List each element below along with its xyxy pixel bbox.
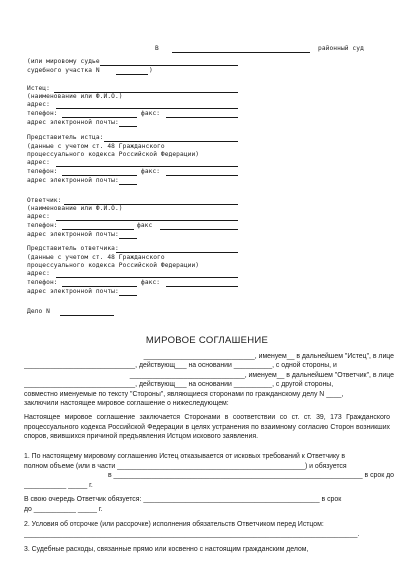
clause-1-line-4: ___________ _____ г. [24, 481, 93, 489]
defendant-rep-note-2: процессуального кодекса Российской Федерации) [27, 262, 200, 269]
clause-2-line-1: 2. Условия об отсрочке (или рассрочке) исполнения обязательств Ответчиком перед Истцом: [24, 521, 324, 528]
defendant-email-field[interactable] [119, 238, 137, 239]
defendant-rep-fax-field[interactable] [166, 286, 238, 287]
plaintiff-rep-fax-field[interactable] [166, 175, 238, 176]
defendant-rep-phone-label: телефон: [27, 279, 58, 286]
district-number-field[interactable] [116, 74, 148, 75]
plaintiff-rep-name-field[interactable] [104, 141, 238, 142]
defendant-phone-label: телефон: [27, 222, 58, 229]
clause-2 [24, 520, 394, 539]
court-suffix: районный суд [318, 45, 364, 52]
parties-line-1: _____________________________, именуем__ в дальнейшем "Истец", в лице [143, 353, 394, 360]
clause-2-line-2: _______________________________________________________________________________________. [24, 530, 360, 538]
defendant-subtitle: (наименование или Ф.И.О.) [27, 205, 123, 212]
magistrate-line-1: (или мировому судье [27, 58, 100, 65]
plaintiff-address-label: адрес: [27, 101, 50, 108]
parties-line-5: совместно именуемые по тексту "Стороны", являющиеся сторонами по гражданскому делу N ____, [24, 390, 344, 398]
plaintiff-rep-title: Представитель истца: [27, 134, 104, 141]
defendant-rep-name-field[interactable] [116, 252, 238, 253]
clause-1-line-1: 1. По настоящему мировому соглашению Истец отказывается от исковых требований к Ответчику в [24, 453, 346, 460]
defendant-fax-field[interactable] [160, 229, 238, 230]
plaintiff-rep-phone-label: телефон: [27, 168, 58, 175]
basis-paragraph: Настоящее мировое соглашение заключается Сторонами в соответствии со ст. ст. 39, 173 Гражданского процессуального кодекса Российской Федерации в целях устранения по взаимному согласию Сторон возникших споров, явившихся причиной предъявления Истцом искового заявления. [24, 414, 390, 441]
defendant-address-label: адрес: [27, 213, 50, 220]
plaintiff-title: Истец: [27, 85, 50, 92]
defendant-rep-fax-label: факс: [141, 279, 161, 286]
court-name-field[interactable] [172, 52, 310, 53]
parties-paragraph [24, 352, 394, 408]
magistrate-close: ) [149, 67, 153, 74]
defendant-rep-title: Представитель ответчика: [27, 245, 119, 252]
defendant-obligation-line-2: до ___________ _____ г. [24, 505, 103, 513]
plaintiff-rep-email-field[interactable] [119, 184, 137, 185]
plaintiff-phone-field[interactable] [62, 117, 137, 118]
clause-1 [24, 452, 394, 490]
clause-3: 3. Судебные расходы, связанные прямо или косвенно с настоящим гражданским делом, [24, 546, 309, 553]
magistrate-field[interactable] [100, 65, 238, 66]
defendant-phone-field[interactable] [62, 229, 134, 230]
clause-1-line-2: полном объеме (или в части _________________________________________________) и обязуется [24, 462, 347, 470]
document-title: МИРОВОЕ СОГЛАШЕНИЕ [145, 335, 269, 346]
plaintiff-email-field[interactable] [119, 126, 137, 127]
plaintiff-rep-address-label: адрес: [27, 159, 50, 166]
defendant-rep-note-1: (данные с учетом ст. 48 Гражданского [27, 254, 165, 261]
defendant-rep-address-label: адрес: [27, 270, 50, 277]
parties-line-2: _____________________________, действующ___ на основании __________, с одной стороны, и [24, 362, 337, 370]
plaintiff-fax-field[interactable] [166, 117, 238, 118]
plaintiff-email-label: адрес электронной почты: [27, 119, 119, 126]
defendant-title: Ответчик: [27, 197, 62, 204]
magistrate-line-2: судебного участка N [27, 67, 100, 74]
defendant-fax-label: факс [137, 222, 153, 229]
defendant-rep-phone-field[interactable] [62, 286, 137, 287]
plaintiff-rep-address-field[interactable] [56, 166, 238, 167]
parties-line-3: ______________________________, именуем__ в дальнейшем "Ответчик", в лице [129, 371, 394, 379]
case-label: Дело N [27, 308, 50, 315]
plaintiff-rep-note-1: (данные с учетом ст. 48 Гражданского [27, 143, 165, 150]
defendant-address-field[interactable] [56, 220, 238, 221]
case-number-field[interactable] [60, 315, 114, 316]
clause-1-line-3: в _________________________________________________________________ в срок до [107, 472, 394, 480]
plaintiff-subtitle: (наименование или Ф.И.О.) [27, 93, 123, 100]
defendant-obligation [24, 495, 394, 514]
defendant-rep-email-label: адрес электронной почты: [27, 288, 119, 295]
defendant-obligation-line-1: В свою очередь Ответчик обязуется: ______________________________________________ в срок [24, 496, 342, 503]
plaintiff-phone-label: телефон: [27, 110, 58, 117]
parties-line-6: заключили настоящее мировое соглашение о нижеследующем: [24, 400, 229, 408]
defendant-rep-address-field[interactable] [56, 277, 238, 278]
plaintiff-rep-phone-field[interactable] [62, 175, 137, 176]
defendant-email-label: адрес электронной почты: [27, 231, 119, 238]
plaintiff-rep-note-2: процессуального кодекса Российской Федерации) [27, 151, 200, 158]
parties-line-4: _____________________________, действующ___ на основании __________, с другой стороны, [24, 381, 334, 389]
plaintiff-fax-label: факс: [141, 110, 161, 117]
defendant-rep-email-field[interactable] [119, 295, 137, 296]
court-prefix: В [155, 45, 159, 52]
plaintiff-address-field[interactable] [56, 108, 238, 109]
plaintiff-rep-email-label: адрес электронной почты: [27, 177, 119, 184]
plaintiff-rep-fax-label: факс: [141, 168, 161, 175]
